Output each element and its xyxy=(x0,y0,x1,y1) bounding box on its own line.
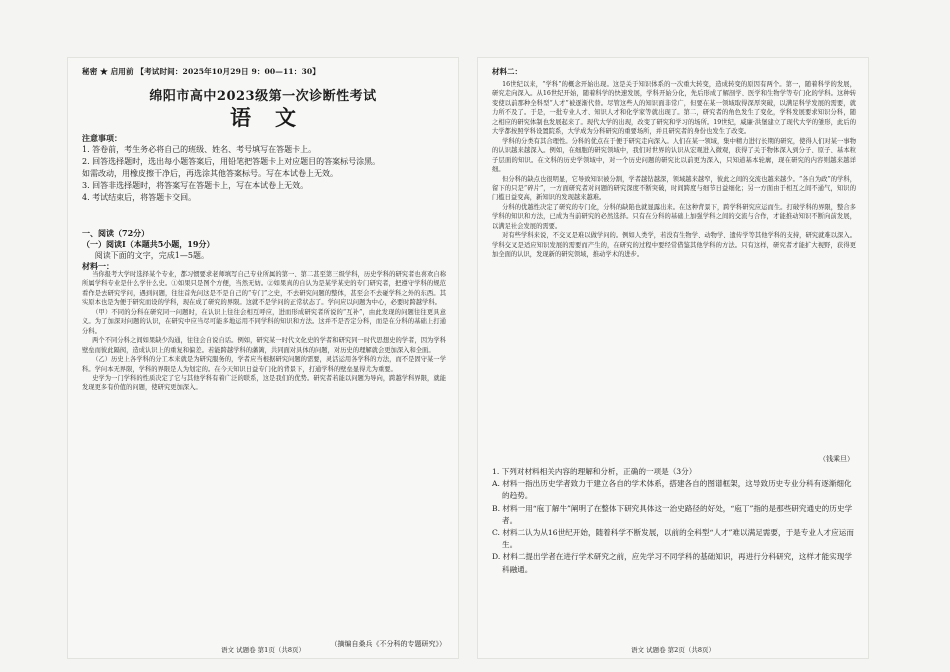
material1-paragraph: 两个不同分科之间如果缺少沟通，往往会自说自话。例如，研究某一时代文化史的学者和研究同一时代思想史的学者，因为学科壁垒而彼此隔阂，造成认识上的重复和偏差。若能跨越学科的藩篱，共同面对具体的问题，对历史的理解就会更加深入和全面。 xyxy=(82,337,446,354)
note-item: 4. 考试结束后，将答题卡交回。 xyxy=(82,193,197,202)
notes-block xyxy=(82,132,446,204)
secret-line: 秘密 ★ 启用前 【考试时间：2025年10月29日 9：00—11：30】 xyxy=(82,67,320,76)
note-item: 2. 回答选择题时，选出每小题答案后，用铅笔把答题卡上对应题目的答案标号涂黑。 xyxy=(82,157,381,166)
citation: （摘编自桑兵《不分科的专题研究》） xyxy=(330,640,446,648)
material2-text xyxy=(492,80,856,452)
exam-page-2 xyxy=(478,58,868,658)
material1-text xyxy=(82,270,446,640)
note-item: 3. 回答非选择题时，将答案写在答题卡上，写在本试卷上无效。 xyxy=(82,181,309,190)
section-heading: 一、阅读（72分） xyxy=(82,228,150,238)
note-item: 如需改动，用橡皮擦干净后，再选涂其他答案标号。写在本试卷上无效。 xyxy=(82,169,338,178)
note-item: 1. 答卷前，考生务必将自己的班级、姓名、考号填写在答题卡上。 xyxy=(82,145,317,154)
section-headings xyxy=(82,228,446,272)
material2-paragraph: 分科的优越性决定了研究的专门化，分科的缺陷也就显露出来。在这种背景下，跨学科研究应运而生。打破学科的界限，整合多学科的知识和方法，已成为当前研究的必然选择。只有在分科的基础上加强学科之间的交流与合作，才能推动知识不断向前发展，以满足社会发展的需要。 xyxy=(492,203,856,230)
page-footer: 语文 试题卷 第1页（共8页） xyxy=(221,646,305,654)
subject-title: 语文 xyxy=(230,105,320,130)
material1-paragraph: 当你报考大学时选择某个专业，都习惯要求老师填写自己专业所属的第一、第二甚至第三级学科，历史学科的研究者也喜欢自称所属学科专业是什么学什么史。①如果只是图个方便，当然无妨。②如果真的自认为是某学某史的专门研究者，把遵守学科的规范看作是去研究学问，遇到问题，往往首先问这是不是自己的“专门”之史，不去研究问题的整体，甚至会不去碰学科之外的东西。其实原本也是为便于研究而设的学科，现在成了研究的界限。这就不是学问的正常状态了。学问应以问题为中心，必要时跨越学科。 xyxy=(82,271,446,307)
question-1 xyxy=(492,466,856,576)
material1-label: 材料一： xyxy=(82,261,114,271)
exam-page-1 xyxy=(68,58,458,658)
question-stem: 1. 下列对材料相关内容的理解和分析，正确的一项是（3分） xyxy=(492,467,697,476)
option-d: D. 材料二提出学者在进行学术研究之前，应先学习不同学科的基础知识，再进行分科研究，这样才能实现学科融通。 xyxy=(492,552,852,574)
material2-label: 材料二： xyxy=(492,67,522,76)
material2-paragraph: 学科的分类有其合理性。分科的优点在于便于研究走向深入。人们在某一领域，集中精力进行长期的研究，使得人们对某一事物的认识越来越深入。例如，在细胞的研究领域中，我们对世界的认识从宏观进入微观，获得了关于物体深入到分子、原子、基本粒子层面的知识。在文科的历史学领域中，对一个历史问题的研究比以前更为深入，只知道基本轮廓，现在研究的内容则越来越详细。 xyxy=(492,137,856,174)
material1-paragraph: （乙）历史上各学科的分工本来就是为研究服务的，学者应当根据研究问题的需要，灵活运用各学科的方法，而不是固守某一学科。学问本无界限，学科的界限是人为划定的。在今天知识日益专门化的背景下，打通学科的壁垒显得尤为重要。 xyxy=(82,356,446,373)
option-b: B. 材料一用“庖丁解牛”阐明了在整体下研究具体这一治史路径的好处，“庖丁”指的是那些研究通史的历史学者。 xyxy=(492,503,853,525)
material2-source: （钱乘旦） xyxy=(819,455,854,463)
exam-title: 绵阳市高中2023级第一次诊断性考试 xyxy=(149,89,377,104)
material2-paragraph: 16世纪以来，“学科”的概念开始出现。这是关于知识体系的一次重大转变，造成转变的原因有两个。第一，随着科学的发展，研究走向深入。从16世纪开始，随着科学的快速发展，学科开始分化，先后形成了解剖学、医学和生物学等专门化的学科。这种转变使以前那种全科型“人才”被逐渐代替。尽管这些人的知识面非常广，但要在某一领域取得深厚突破，以满足科学发展的需要，就力所不及了。于是，一批专业人才、知识人才和化学家等就出现了。第二，研究者的角色发生了变化，学科发展要求知识分科，随之相应的研究体制也发展起来了。现代大学的出现，改变了研究和学习的场所。19世纪，威廉·洪堡建立了现代大学的雏形，此后的大学都按照学科设置院系，大学成为分科研究的重要场所，并且研究者的身份也发生了改变。 xyxy=(492,81,856,136)
instruction: 阅读下面的文字，完成1—5题。 xyxy=(94,251,209,260)
option-c: C. 材料二认为从16世纪开始，随着科学不断发展，以前的全科型“人才”难以满足需要，于是专业人才应运而生。 xyxy=(492,528,854,550)
notes-title: 注意事项： xyxy=(82,133,122,143)
material1-paragraph: （甲）不同的分科在研究同一问题时，在认识上往往会相互呼应，进而形成研究者所说的“互补”，由此发现的问题往往更具意义。为了加深对问题的认识，在研究中应当尽可能多地运用不同学科的知识和方法。这并不是否定分科，而是在分科的基础上打通分科。 xyxy=(82,308,446,335)
option-a: A. 材料一指出历史学者致力于建立各自的学术体系，搭建各自的图谱框架，这导致历史专业分科有逐渐细化的趋势。 xyxy=(492,479,852,501)
sub-heading: （一）阅读Ⅰ（本题共5小题，19分） xyxy=(82,239,215,249)
material1-paragraph: 史学为一门学科的性质决定了它与其他学科有着广泛的联系，这是我们的优势。研究者若能以问题为导向，跨越学科界限，就能发现更多有价值的问题，使研究更加深入。 xyxy=(82,374,446,392)
page-footer: 语文 试题卷 第2页（共8页） xyxy=(631,646,715,654)
material2-paragraph: 但分科的缺点也很明显，它导致知识被分割，学者越钻越深，领域越来越窄，彼此之间的交流也越来越少。“各自为政”的学科，留下的只是“碎片”，一方面研究者对问题的研究深度不断突破，时间跨度与细节日益细化；另一方面由于相互之间不通气，知识的门槛日益变高，新知识的发现越来越难。 xyxy=(492,175,856,202)
material2-paragraph: 对有些学科来说，不交叉是难以做学问的。例如人类学，若没有生物学、动物学、遗传学等其他学科的支持，研究就难以深入。学科交叉是适应知识发展的需要而产生的，在研究的过程中要经常借鉴其他学科的方法。只有这样，研究者才能扩大视野，获得更加全面的认识，发现新的研究领域，推动学术的进步。 xyxy=(492,232,856,259)
